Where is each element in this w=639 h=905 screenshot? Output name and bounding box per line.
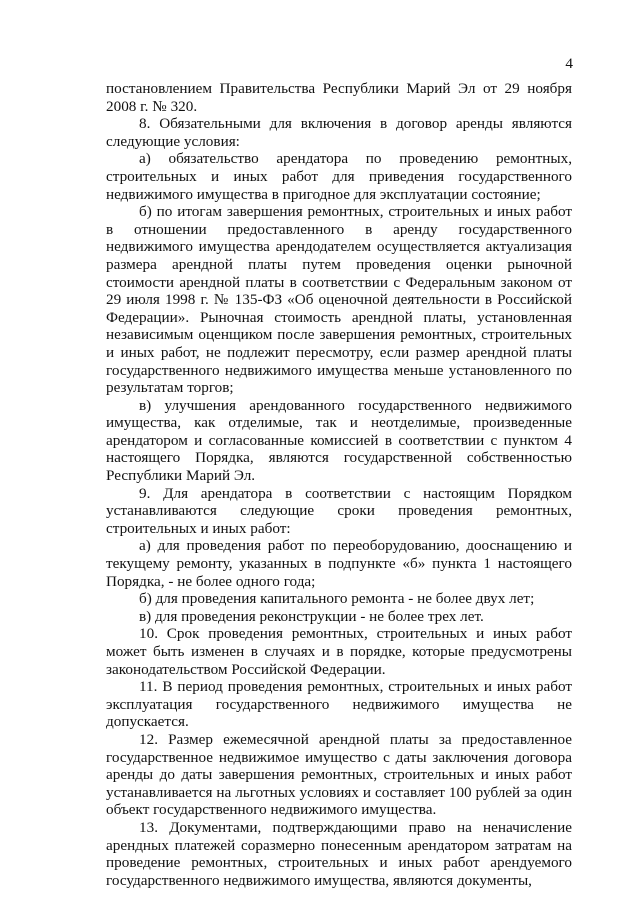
paragraph: 13. Документами, подтверждающими право на неначисление арендных платежей соразмерно понесенным арендатором затратам на проведение ремонтных, строительных и иных работ арендуемого государственного недвижимого имущества, являются документы, [106,818,572,889]
paragraph: 8. Обязательными для включения в договор аренды являются следующие условия: [106,115,572,150]
paragraph: в) для проведения реконструкции - не более трех лет. [139,607,484,625]
paragraph: а) обязательство арендатора по проведению ремонтных, строительных и иных работ для приведения государственного недвижимого имущества в пригодное для эксплуатации состояние; [106,150,572,203]
paragraph: 10. Срок проведения ремонтных, строительных и иных работ может быть изменен в случаях и в порядке, которые предусмотрены законодательством Российской Федерации. [106,625,572,678]
page-number: 4 [565,55,573,72]
paragraph: б) для проведения капитального ремонта - не более двух лет; [139,590,535,608]
paragraph: 12. Размер ежемесячной арендной платы за предоставленное государственное недвижимое имущество с даты заключения договора аренды до даты завершения ремонтных, строительных и иных работ устанавливается на льготных условиях и составляет 100 рублей за один объект государственного недвижимого имущества. [106,730,572,819]
paragraph: постановлением Правительства Республики Марий Эл от 29 ноября 2008 г. № 320. [106,80,572,115]
paragraph: а) для проведения работ по переоборудованию, дооснащению и текущему ремонту, указанных в подпункте «б» пункта 1 настоящего Порядка, - не более одного года; [106,537,572,590]
paragraph: в) улучшения арендованного государственного недвижимого имущества, как отделимые, так и неотделимые, произведенные арендатором и согласованные комиссией в соответствии с пунктом 4 настоящего Порядка, являются государственной собственностью Республики Марий Эл. [106,396,572,485]
paragraph: 11. В период проведения ремонтных, строительных и иных работ эксплуатация государственного недвижимого имущества не допускается. [106,678,572,731]
paragraph: б) по итогам завершения ремонтных, строительных и иных работ в отношении предоставленного в аренду государственного недвижимого имущества арендодателем осуществляется актуализация размера арендной платы путем проведения оценки рыночной стоимости арендной платы в соответствии с Федеральным законом от 29 июля 1998 г. № 135-ФЗ «Об оценочной деятельности в Российской Федерации». Рыночная стоимость арендной платы, установленная независимым оценщиком после завершения ремонтных, строительных и иных работ, не подлежит пересмотру, если размер арендной платы государственного недвижимого имущества меньше установленного по результатам торгов; [106,203,572,397]
document-body [106,80,572,889]
paragraph: 9. Для арендатора в соответствии с настоящим Порядком устанавливаются следующие сроки проведения ремонтных, строительных и иных работ: [106,484,572,537]
